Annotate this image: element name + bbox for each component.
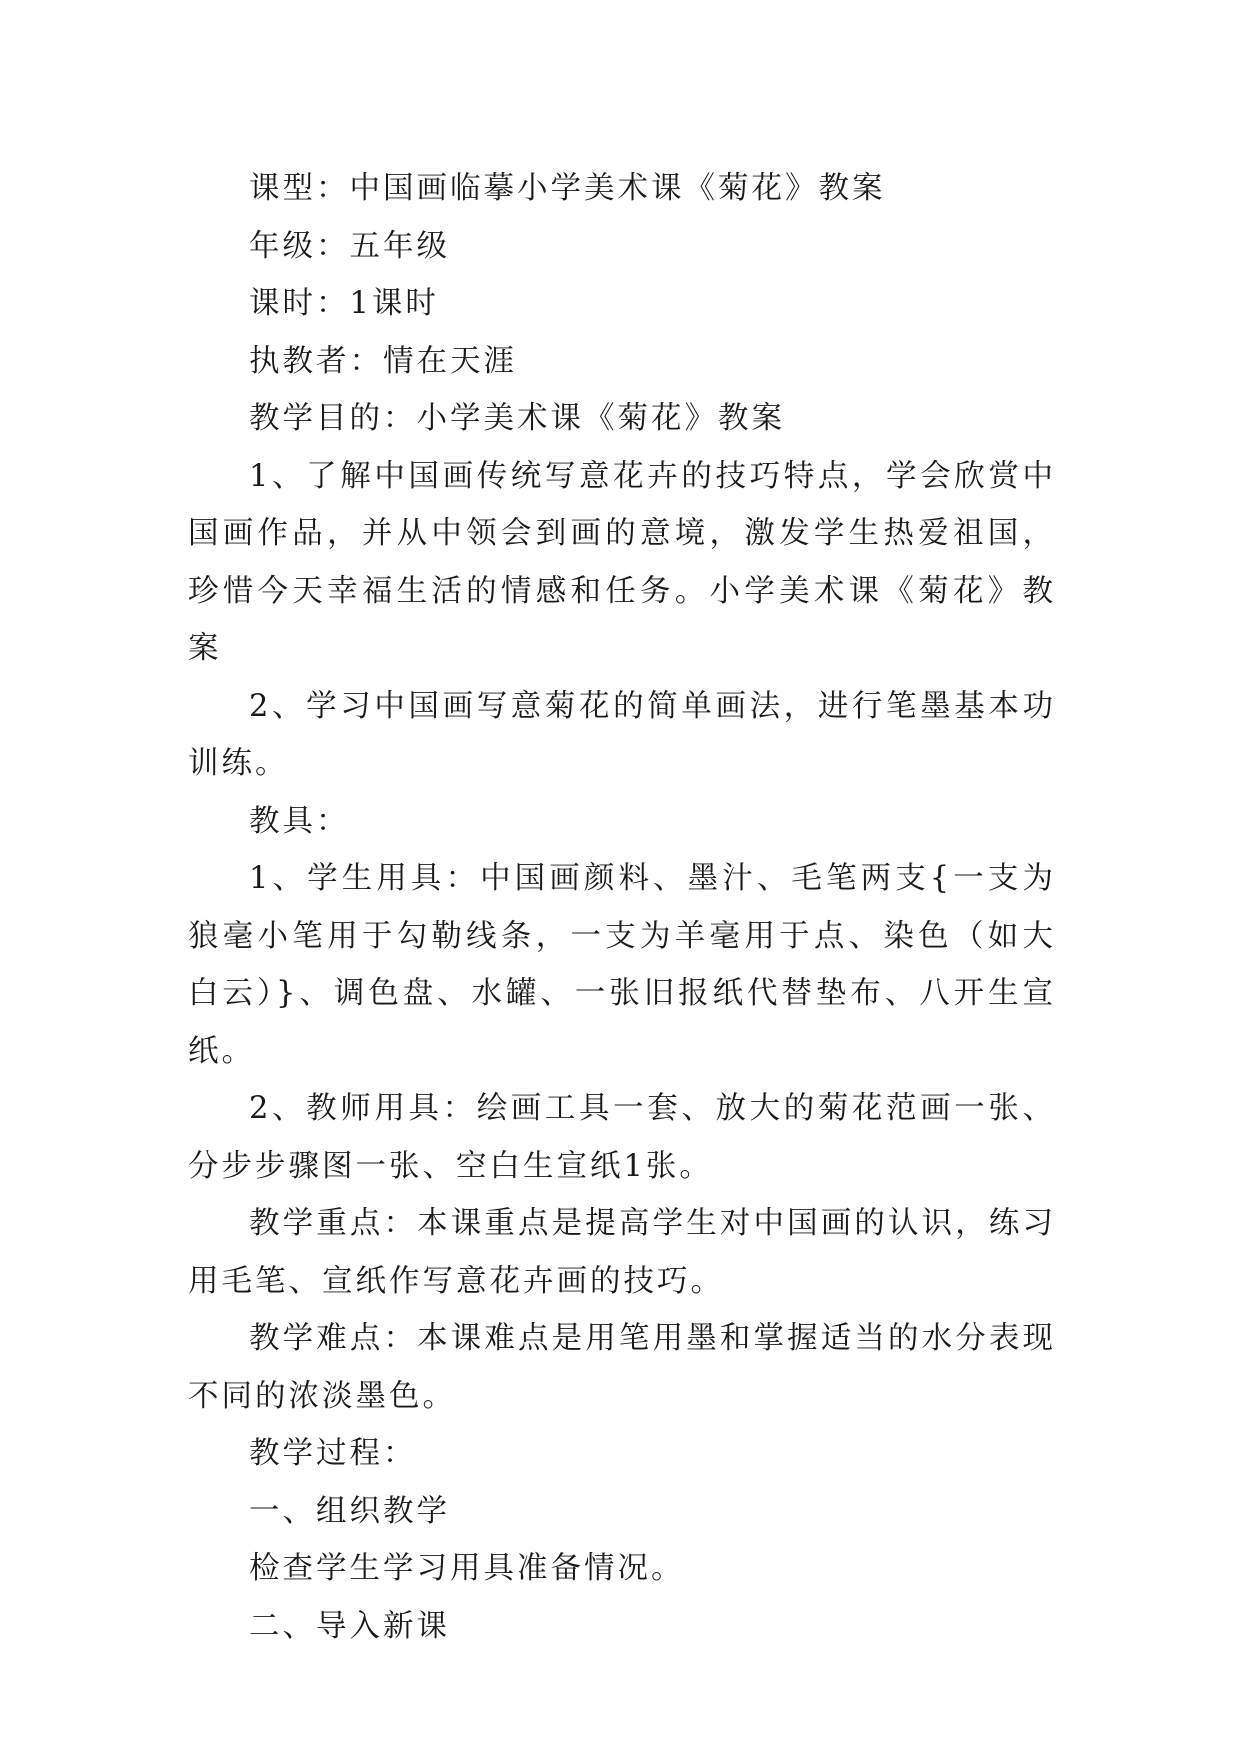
key-points: 教学重点：本课重点是提高学生对中国画的认识，练习用毛笔、宣纸作写意花卉画的技巧。 (188, 1206, 1056, 1299)
section-2-heading: 二、导入新课 (249, 1608, 450, 1644)
teacher: 执教者：情在天涯 (249, 343, 517, 379)
section-1-text: 检查学生学习用具准备情况。 (249, 1551, 685, 1586)
difficult-points: 教学难点：本课难点是用笔用墨和掌握适当的水分表现不同的浓淡墨色。 (188, 1321, 1056, 1414)
lesson-type: 课型：中国画临摹小学美术课《菊花》教案 (249, 171, 886, 206)
teaching-aids-heading: 教具： (249, 803, 350, 839)
section-1-heading: 一、组织教学 (249, 1493, 450, 1529)
teaching-purpose: 教学目的：小学美术课《菊花》教案 (249, 401, 785, 436)
grade: 年级：五年级 (249, 228, 450, 264)
purpose-item-1: 1、了解中国画传统写意花卉的技巧特点，学会欣赏中国画作品，并从中领会到画的意境，激发学生热爱祖国，珍惜今天幸福生活的情感和任务。小学美术课《菊花》教案 (188, 458, 1056, 666)
purpose-item-2: 2、学习中国画写意菊花的简单画法，进行笔墨基本功训练。 (188, 688, 1056, 781)
teaching-process-heading: 教学过程： (249, 1436, 417, 1471)
teacher-materials: 2、教师用具：绘画工具一套、放大的菊花范画一张、分步步骤图一张、空白生宣纸1张。 (188, 1091, 1056, 1184)
document-body (188, 160, 1056, 1655)
student-materials: 1、学生用具：中国画颜料、墨汁、毛笔两支{一支为狼毫小笔用于勾勒线条，一支为羊毫用于点、染色（如大白云）}、调色盘、水罐、一张旧报纸代替垫布、八开生宣纸。 (188, 861, 1056, 1069)
class-hours: 课时：1课时 (249, 286, 439, 321)
